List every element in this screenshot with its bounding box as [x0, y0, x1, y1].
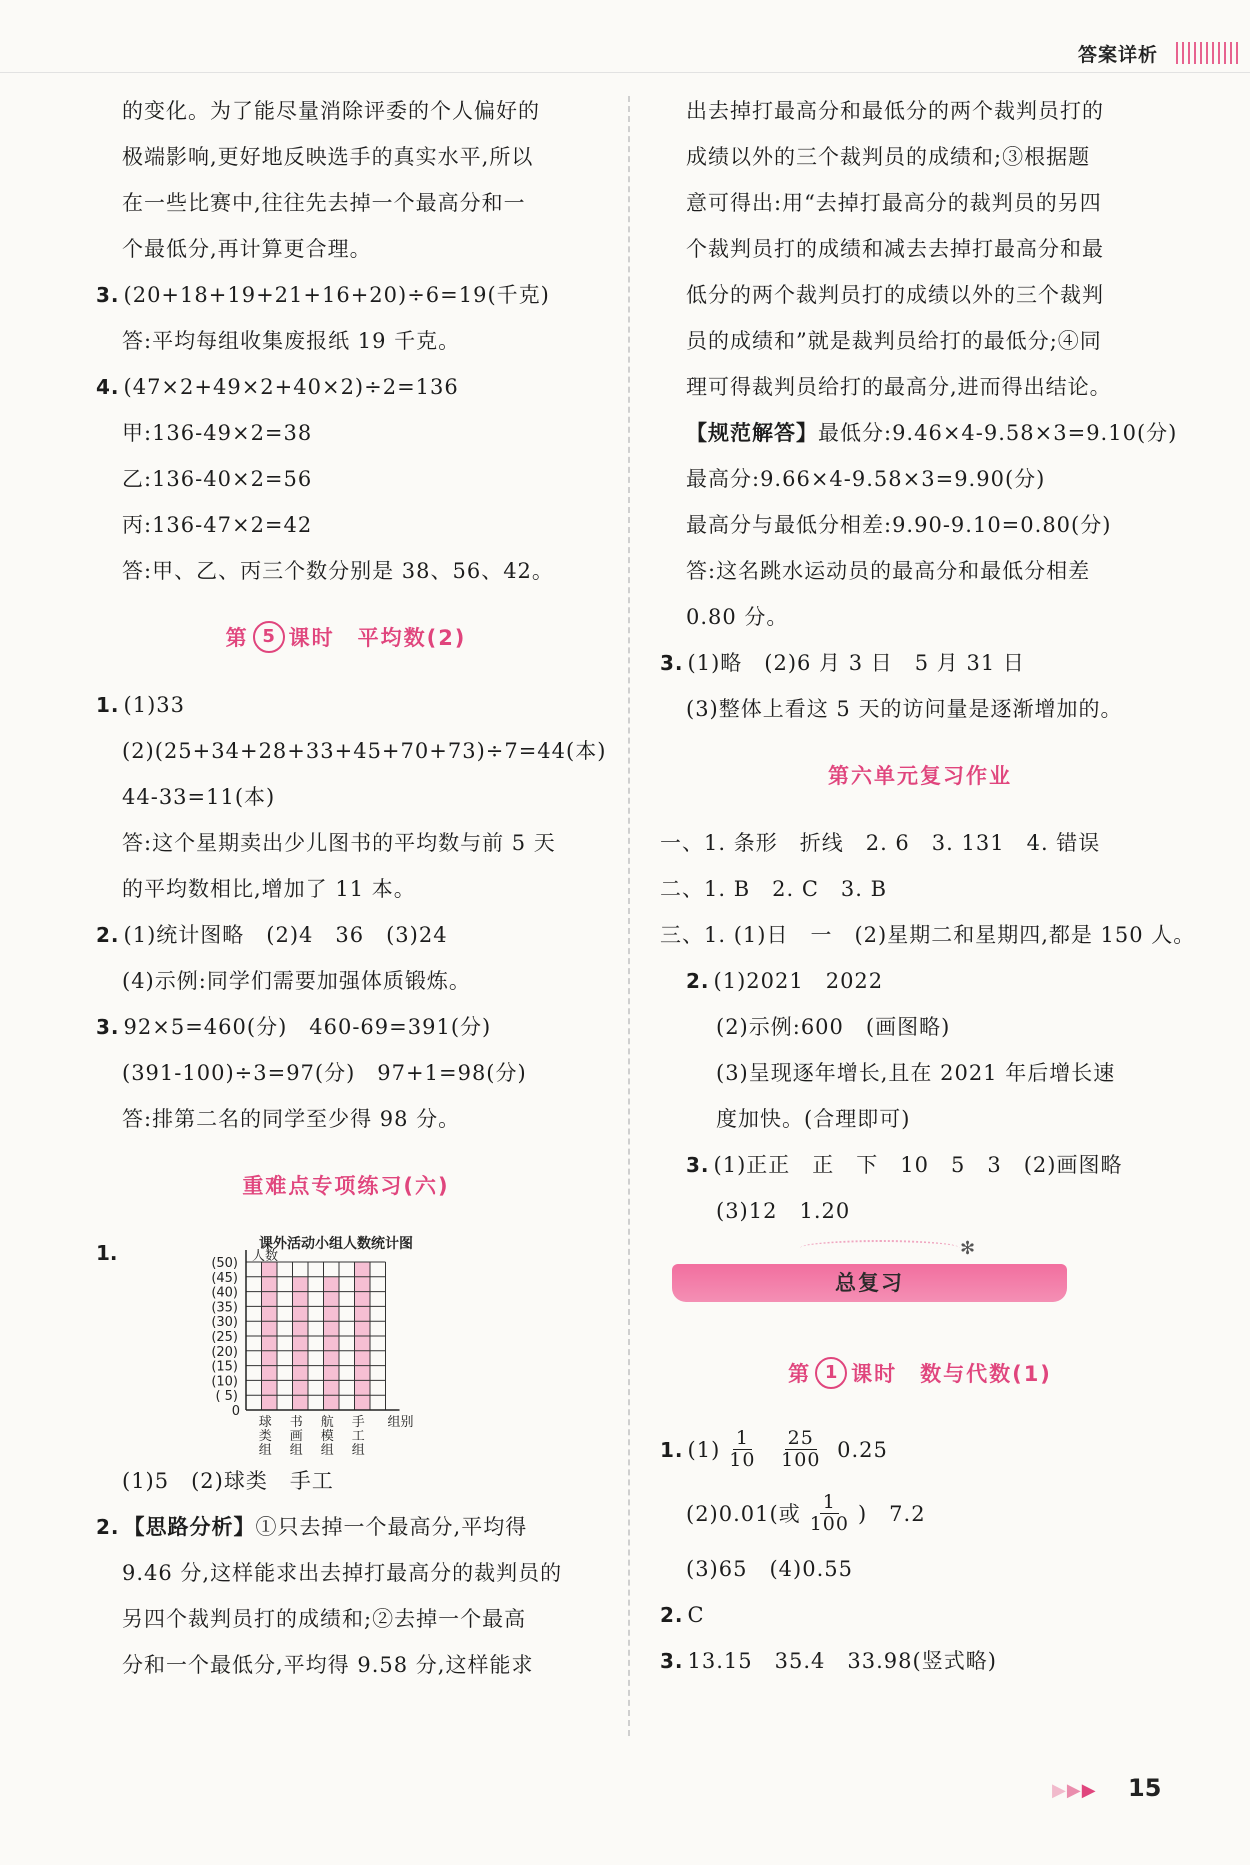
y-tick-label: (40): [211, 1285, 238, 1301]
answer-text: C: [687, 1603, 705, 1627]
y-tick-label: (35): [211, 1300, 238, 1316]
header-stripes: [1176, 42, 1238, 64]
answer-text: 92×5=460(分) 460-69=391(分): [123, 1015, 492, 1039]
question-number: 3.: [660, 1649, 684, 1673]
review-part-3: 三、1. (1)日 一 (2)星期二和星期四,都是 150 人。: [660, 923, 1196, 947]
x-tick-label: 工: [351, 1429, 365, 1444]
question-3: [96, 272, 596, 318]
fraction: [807, 1492, 852, 1535]
fraction-numerator: 1: [820, 1492, 839, 1514]
x-tick-label: 手: [351, 1415, 365, 1430]
question-3: [660, 640, 1180, 686]
question-number: 3.: [660, 651, 684, 675]
text-line: 在一些比赛中,往往先去掉一个最高分和一: [122, 191, 526, 215]
y-tick-label: (25): [211, 1330, 238, 1345]
fraction-denominator: 10: [729, 1449, 756, 1471]
answer-line: 乙:136-40×2=56: [122, 467, 313, 491]
question-number: 2.: [660, 1603, 684, 1627]
y-tick-label: (30): [211, 1315, 238, 1331]
text-line: 极端影响,更好地反映选手的真实水平,所以: [122, 145, 534, 169]
chart-bar: [293, 1277, 309, 1410]
answer-line: [660, 1482, 1180, 1546]
section-heading-key-practice: 重难点专项练习(六): [242, 1174, 450, 1198]
question-2: [660, 1592, 1180, 1638]
answer-line: 答:这个星期卖出少儿图书的平均数与前 5 天: [122, 831, 556, 855]
x-tick-label: 画: [289, 1429, 303, 1444]
chart-bar: [324, 1277, 340, 1410]
heading-title: 课时 平均数(2): [288, 626, 467, 650]
question-2: [96, 912, 596, 958]
x-tick-label: 组: [289, 1443, 303, 1456]
answer-line: 最高分:9.66×4-9.58×3=9.90(分): [686, 467, 1046, 491]
general-review-banner: 总复习: [672, 1264, 1067, 1302]
question-number: 1.: [96, 693, 120, 717]
y-origin-label: 0: [231, 1404, 240, 1419]
fraction-numerator: 25: [785, 1428, 817, 1450]
review-part-1: 一、1. 条形 折线 2. 6 3. 131 4. 错误: [660, 831, 1101, 855]
question-3: [660, 1638, 1180, 1684]
x-tick-label: 组: [258, 1443, 272, 1456]
answer-line: 分和一个最低分,平均得 9.58 分,这样能求: [122, 1653, 534, 1677]
answer-text: (1)2021 2022: [713, 969, 884, 993]
section-heading-lesson-5: [96, 608, 596, 668]
fraction: [726, 1428, 758, 1471]
answer-text: (47×2+49×2+40×2)÷2=136: [123, 375, 459, 399]
lesson-number-badge: 1: [815, 1357, 847, 1389]
question-number: 2.: [686, 969, 710, 993]
question-4: [96, 364, 596, 410]
question-number: 2.: [96, 923, 120, 947]
heading-prefix: 第: [225, 626, 249, 650]
fraction-numerator: 1: [733, 1428, 752, 1450]
text-line: 个裁判员打的成绩和减去去掉打最高分和最: [686, 237, 1104, 261]
y-tick-label: (10): [211, 1374, 238, 1390]
answer-line: (3)整体上看这 5 天的访问量是逐渐增加的。: [686, 697, 1123, 721]
section-heading-unit-review: 第六单元复习作业: [828, 764, 1012, 788]
y-tick-label: ( 5): [215, 1389, 238, 1405]
answer-line: 丙:136-47×2=42: [122, 513, 313, 537]
section-heading-lesson-1: [660, 1344, 1180, 1404]
question-number: 4.: [96, 375, 120, 399]
answer-line: (3)12 1.20: [716, 1199, 851, 1223]
answer-tag: 【规范解答】: [686, 420, 818, 445]
question-number: 2.: [96, 1515, 120, 1539]
answer-part: (1): [687, 1438, 721, 1462]
x-axis-label: 组别: [387, 1415, 414, 1430]
answer-line: (2)(25+34+28+33+45+70+73)÷7=44(本): [122, 739, 607, 763]
text-line: 出去掉打最高分和最低分的两个裁判员打的: [686, 99, 1104, 123]
answer-line: 44-33=11(本): [122, 785, 276, 809]
x-tick-label: 球: [258, 1415, 272, 1430]
answer-line: 9.46 分,这样能求出去掉打最高分的裁判员的: [122, 1561, 563, 1585]
chart-title: 课外活动小组人数统计图: [259, 1236, 413, 1252]
x-tick-label: 书: [289, 1415, 303, 1430]
answer-line: (1)5 (2)球类 手工: [122, 1469, 334, 1493]
y-tick-label: (20): [211, 1344, 238, 1360]
y-tick-label: (15): [211, 1359, 238, 1375]
heading-prefix: 第: [788, 1362, 812, 1386]
x-tick-label: 组: [320, 1443, 334, 1456]
answer-text: ①只去掉一个最高分,平均得: [255, 1515, 528, 1539]
question-number: 3.: [96, 1015, 120, 1039]
text-line: 理可得裁判员给打的最高分,进而得出结论。: [686, 375, 1112, 399]
review-banner-block: [660, 1234, 1180, 1344]
answer-text: (20+18+19+21+16+20)÷6=19(千克): [123, 283, 550, 307]
banner-decoration: [800, 1240, 960, 1256]
header-label: 答案详析: [1077, 44, 1158, 66]
answer-line: 答:排第二名的同学至少得 98 分。: [122, 1107, 461, 1131]
answer-line: (391-100)÷3=97(分) 97+1=98(分): [122, 1061, 527, 1085]
header-rule: [0, 72, 1250, 73]
answer-text: 13.15 35.4 33.98(竖式略): [687, 1649, 997, 1673]
answer-line: 最高分与最低分相差:9.90-9.10=0.80(分): [686, 513, 1112, 537]
text-line: 意可得出:用“去掉打最高分的裁判员的另四: [686, 191, 1102, 215]
x-tick-label: 航: [320, 1415, 334, 1430]
review-part-2: 二、1. B 2. C 3. B: [660, 877, 888, 901]
butterfly-icon: ✻: [960, 1238, 976, 1259]
fraction-denominator: 100: [781, 1449, 821, 1471]
fraction: [778, 1428, 823, 1471]
question-number: 3.: [96, 283, 120, 307]
answer-line: 甲:136-49×2=38: [122, 421, 313, 445]
answer-line: 答:平均每组收集废报纸 19 千克。: [122, 329, 461, 353]
x-tick-label: 组: [351, 1443, 365, 1456]
text-line: 的变化。为了能尽量消除评委的个人偏好的: [122, 99, 540, 123]
review-part-3-q2: [660, 958, 1180, 1004]
fraction-denominator: 100: [809, 1513, 849, 1535]
answer-line: (2)示例:600 (画图略): [716, 1015, 951, 1039]
heading-title: 课时 数与代数(1): [851, 1362, 1052, 1386]
answer-line: (3)呈现逐年增长,且在 2021 年后增长速: [716, 1061, 1116, 1085]
answer-line: 答:这名跳水运动员的最高分和最低分相差: [686, 559, 1091, 583]
analysis-tag: 【思路分析】: [123, 1514, 256, 1539]
question-number: 1.: [660, 1438, 684, 1462]
answer-text: (1)正正 正 下 10 5 3 (2)画图略: [713, 1153, 1123, 1177]
lesson-number-badge: 5: [253, 621, 285, 653]
question-number: 1.: [96, 1241, 118, 1265]
page-arrows-icon: ▶▶▶: [1052, 1780, 1097, 1801]
question-1-chart: [96, 1230, 596, 1458]
question-3: [96, 1004, 596, 1050]
page-number: 15: [1128, 1774, 1162, 1802]
y-axis-label: 人数: [252, 1249, 279, 1264]
answer-line: (3)65 (4)0.55: [686, 1557, 853, 1581]
answer-part: 0.25: [837, 1438, 888, 1462]
answer-part: (2)0.01(或: [686, 1502, 801, 1526]
question-1: [660, 1418, 1180, 1482]
text-line: 员的成绩和”就是裁判员给打的最低分;④同: [686, 329, 1102, 353]
column-divider: [628, 96, 630, 1736]
question-1: [96, 682, 596, 728]
review-part-3-q3: [660, 1142, 1180, 1188]
left-column: [96, 88, 607, 1688]
bar-chart: [186, 1232, 486, 1456]
answer-text: (1)统计图略 (2)4 36 (3)24: [123, 923, 448, 947]
y-tick-label: (45): [211, 1270, 238, 1286]
x-tick-label: 类: [258, 1429, 272, 1444]
question-2: [96, 1504, 596, 1550]
answer-text: 最低分:9.46×4-9.58×3=9.10(分): [818, 421, 1178, 445]
answer-line: 度加快。(合理即可): [716, 1107, 911, 1131]
text-line: 低分的两个裁判员打的成绩以外的三个裁判: [686, 283, 1104, 307]
answer-line: 另四个裁判员打的成绩和;②去掉一个最高: [122, 1607, 527, 1631]
x-tick-label: 模: [320, 1429, 334, 1444]
text-line: 成绩以外的三个裁判员的成绩和;③根据题: [686, 145, 1091, 169]
answer-line: 的平均数相比,增加了 11 本。: [122, 877, 416, 901]
answer-text: (1)略 (2)6 月 3 日 5 月 31 日: [687, 651, 1025, 675]
text-line: 个最低分,再计算更合理。: [122, 237, 372, 261]
standard-answer: [660, 410, 1180, 456]
question-number: 3.: [686, 1153, 710, 1177]
answer-part: ) 7.2: [857, 1502, 926, 1526]
right-column: [660, 88, 1196, 1684]
answer-line: (4)示例:同学们需要加强体质锻炼。: [122, 969, 471, 993]
answer-line: 答:甲、乙、丙三个数分别是 38、56、42。: [122, 559, 554, 583]
answer-text: (1)33: [123, 693, 185, 717]
y-tick-label: (50): [211, 1256, 238, 1271]
answer-line: 0.80 分。: [686, 605, 789, 629]
